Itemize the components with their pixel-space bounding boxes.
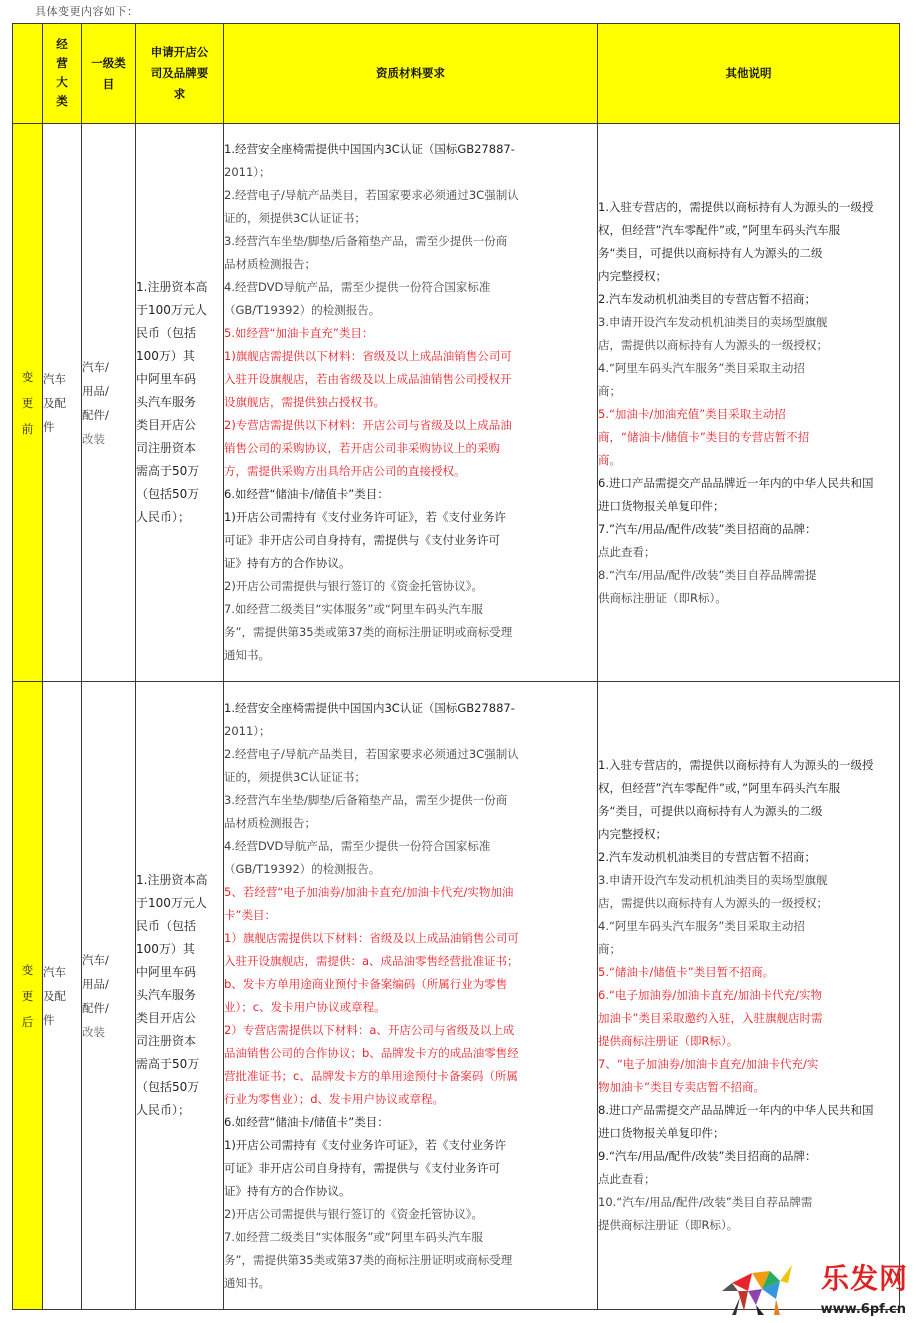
shop-requirements-cell	[136, 124, 224, 682]
text-line: 5.“储油卡/储值卡”类目暂不招商。	[598, 965, 775, 979]
text-line: 7.如经营二级类目“实体服务”或“阿里车码头汽车服	[224, 602, 483, 616]
text-line: 商，“储油卡/储值卡”类目的专营店暂不招	[598, 429, 810, 444]
text-line: 品材质检测报告；	[224, 815, 316, 830]
text-line: b、发卡方单用途商业预付卡备案编码（所属行业为零售	[224, 976, 508, 991]
text-line: 中阿里车码	[136, 965, 197, 979]
text-line: 经	[56, 37, 68, 51]
text-line: 可证》非开店公司自身持有，需提供与《支付业务许可	[224, 533, 500, 547]
text-line: 店，需提供以商标持有人为源头的一级授权；	[598, 896, 828, 910]
text-line: 证的，须提供3C认证证书；	[224, 211, 366, 225]
text-line: 变	[21, 369, 34, 384]
text-line: 方，需提供采购方出具给开店公司的直接授权。	[224, 464, 466, 478]
text-line: 提供商标注册证（即R标）。	[598, 1218, 739, 1232]
text-line: 100万）其	[136, 942, 195, 956]
text-line: 入驻开设旗舰店，需提供：a、成品油零售经营批准证书；	[224, 953, 519, 968]
text-line: 点此查看；	[598, 1172, 656, 1186]
text-line: 提供商标注册证（即R标）。	[598, 1034, 739, 1048]
text-line: 卡”类目：	[224, 907, 276, 922]
header-qualification: 资质材料要求	[224, 24, 598, 124]
text-line: 入驻开设旗舰店，若由省级及以上成品油销售公司授权开	[224, 372, 512, 386]
text-line: 改装	[82, 1024, 105, 1039]
text-line: 2）专营店需提供以下材料：a、开店公司与省级及以上成	[224, 1022, 515, 1037]
text-line: 证》持有方的合作协议。	[224, 1183, 351, 1198]
text-line: 及配	[43, 395, 66, 410]
text-line: 权，但经营”汽车零配件”或，”阿里车码头汽车服	[598, 222, 841, 237]
text-line: 汽车	[43, 371, 66, 386]
watermark-url: www.6pf.cn	[820, 1302, 906, 1317]
text-line: 需高于50万	[136, 1057, 200, 1071]
text-line: 10.“汽车/用品/配件/改装”类目自荐品牌需	[598, 1195, 813, 1209]
text-line: 4.“阿里车码头汽车服务”类目采取主动招	[598, 360, 805, 375]
text-line: 汽车/	[82, 359, 109, 374]
text-line: （GB/T19392）的检测报告。	[224, 303, 381, 317]
intro-text: 具体变更内容如下：	[35, 5, 139, 18]
text-line: 3.经营汽车坐垫/脚垫/后备箱垫产品，需至少提供一份商	[224, 234, 508, 248]
text-line: 5.如经营“加油卡直充”类目：	[224, 326, 374, 340]
text-line: 营	[56, 56, 68, 70]
text-line: 5.“加油卡/加油充值”类目采取主动招	[598, 406, 786, 421]
text-line: 内完整授权；	[598, 827, 667, 841]
text-line: 6.“电子加油券/加油卡直充/加油卡代充/实物	[598, 988, 823, 1002]
text-line: 4.经营DVD导航产品，需至少提供一份符合国家标准	[224, 280, 491, 294]
text-line: 进口货物报关单复印件；	[598, 1126, 725, 1140]
text-line: 司及品牌要	[150, 66, 209, 80]
qualification-cell	[224, 682, 598, 1310]
text-line: 品油销售公司的合作协议；b、品牌发卡方的成品油零售经	[224, 1045, 519, 1060]
text-line: 后	[21, 1014, 34, 1029]
text-line: 民币（包括	[136, 326, 197, 340]
text-line: 配件/	[82, 407, 109, 422]
major-category-cell	[43, 124, 82, 682]
text-line: 1.经营安全座椅需提供中国国内3C认证（国标GB27887-	[224, 142, 515, 156]
qualification-cell	[224, 124, 598, 682]
text-line: 汽车	[43, 964, 66, 979]
text-line: 配件/	[82, 1000, 109, 1015]
text-line: 营批准证书；c、品牌发卡方的单用途预付卡备案码（所属	[224, 1068, 518, 1083]
text-line: 5、若经营“电子加油券/加油卡直充/加油卡代充/实物加油	[224, 884, 514, 899]
text-line: 民币（包括	[136, 919, 197, 933]
text-line: 商；	[598, 942, 621, 956]
site-watermark	[718, 1257, 908, 1319]
first-category-cell	[82, 682, 136, 1310]
bull-logo-icon	[718, 1261, 798, 1317]
text-line: 供商标注册证（即R标）。	[598, 590, 727, 605]
first-category-cell	[82, 124, 136, 682]
text-line: 通知书。	[224, 648, 270, 662]
text-line: 加油卡”类目采取邀约入驻，入驻旗舰店时需	[598, 1011, 823, 1025]
text-line: 物加油卡”类目专卖店暂不招商。	[598, 1080, 765, 1094]
stage-label-before	[13, 124, 43, 682]
header-row	[13, 24, 900, 124]
text-line: 进口货物报关单复印件；	[598, 498, 725, 513]
text-line: 业）；c、发卡用户协议或章程。	[224, 999, 386, 1014]
text-line: 1.入驻专营店的，需提供以商标持有人为源头的一级授	[598, 758, 874, 772]
text-line: 1.经营安全座椅需提供中国国内3C认证（国标GB27887-	[224, 700, 515, 715]
table-row-after-change	[13, 682, 900, 1310]
text-line: 件	[43, 419, 55, 434]
text-line: 类目开店公	[136, 418, 197, 432]
text-line: 3.经营汽车坐垫/脚垫/后备箱垫产品，需至少提供一份商	[224, 792, 508, 807]
major-category-cell	[43, 682, 82, 1310]
text-line: 1.入驻专营店的，需提供以商标持有人为源头的一级授	[598, 199, 874, 214]
text-line: 2.经营电子/导航产品类目，若国家要求必须通过3C强制认	[224, 746, 519, 761]
text-line: 司注册资本	[136, 441, 197, 455]
text-line: 点此查看；	[598, 544, 656, 559]
text-line: 证》持有方的合作协议。	[224, 556, 351, 570]
other-notes-cell	[598, 124, 900, 682]
text-line: 证的，须提供3C认证证书；	[224, 769, 366, 784]
text-line: 6.如经营“储油卡/储值卡”类目：	[224, 487, 389, 501]
text-line: 用品/	[82, 976, 109, 991]
text-line: 汽车/	[82, 952, 109, 967]
table-row-before-change	[13, 124, 900, 682]
text-line: 1)开店公司需持有《支付业务许可证》，若《支付业务许	[224, 510, 507, 524]
text-line: 3.申请开设汽车发动机机油类目的卖场型旗舰	[598, 873, 828, 887]
text-line: 销售公司的采购协议，若开店公司非采购协议上的采购	[224, 441, 500, 455]
text-line: 1)开店公司需持有《支付业务许可证》，若《支付业务许	[224, 1137, 507, 1152]
text-line: 100万）其	[136, 349, 195, 363]
text-line: 用品/	[82, 383, 109, 398]
text-line: 变	[21, 962, 34, 977]
text-line: 3.申请开设汽车发动机机油类目的卖场型旗舰	[598, 314, 828, 329]
text-line: 前	[21, 421, 34, 436]
text-line: 内完整授权；	[598, 268, 667, 283]
text-line: 务”，需提供第35类或第37类的商标注册证明或商标受理	[224, 625, 513, 639]
text-line: 类目开店公	[136, 1011, 197, 1025]
text-line: 于100万元人	[136, 303, 207, 317]
text-line: 需高于50万	[136, 464, 200, 478]
other-notes-cell	[598, 682, 900, 1310]
text-line: 6.如经营“储油卡/储值卡”类目：	[224, 1114, 389, 1129]
text-line: 中阿里车码	[136, 372, 197, 386]
text-line: 更	[21, 395, 34, 410]
header-major-category	[43, 24, 82, 124]
text-line: 于100万元人	[136, 896, 207, 910]
text-line: 1.注册资本高	[136, 280, 208, 294]
text-line: 更	[21, 988, 34, 1003]
text-line: 头汽车服务	[136, 395, 197, 409]
text-line: 可证》非开店公司自身持有，需提供与《支付业务许可	[224, 1160, 500, 1175]
text-line: 设旗舰店，需提供独占授权书。	[224, 395, 385, 409]
text-line: 2.汽车发动机机油类目的专营店暂不招商；	[598, 850, 816, 864]
text-line: 改装	[82, 431, 105, 446]
text-line: 1）旗舰店需提供以下材料：省级及以上成品油销售公司可	[224, 930, 519, 945]
text-line: 件	[43, 1012, 55, 1027]
text-line: 2)开店公司需提供与银行签订的《资金托管协议》。	[224, 1206, 484, 1221]
text-line: 2)开店公司需提供与银行签订的《资金托管协议》。	[224, 579, 484, 593]
text-line: 类	[56, 94, 68, 108]
text-line: 4.“阿里车码头汽车服务”类目采取主动招	[598, 919, 805, 933]
text-line: 求	[173, 87, 186, 101]
text-line: 2011）；	[224, 723, 271, 738]
category-change-table	[12, 23, 900, 1310]
text-line: 商；	[598, 383, 621, 398]
text-line: 7、“电子加油券/加油卡直充/加油卡代充/实	[598, 1057, 819, 1071]
text-line: 2)专营店需提供以下材料：开店公司与省级及以上成品油	[224, 418, 512, 432]
text-line: 2.汽车发动机机油类目的专营店暂不招商；	[598, 291, 816, 306]
watermark-brand: 乐发网	[820, 1262, 908, 1295]
stage-label-after	[13, 682, 43, 1310]
text-line: 通知书。	[224, 1275, 270, 1290]
text-line: 商。	[598, 452, 621, 467]
text-line: 人民币）；	[136, 510, 191, 524]
shop-requirements-cell	[136, 682, 224, 1310]
text-line: 8.“汽车/用品/配件/改装”类目自荐品牌需提	[598, 567, 817, 582]
header-shop-requirements	[136, 24, 224, 124]
text-line: 务”，需提供第35类或第37类的商标注册证明或商标受理	[224, 1252, 513, 1267]
text-line: （包括50万	[136, 1080, 200, 1094]
text-line: 目	[102, 76, 115, 91]
text-line: 2.经营电子/导航产品类目，若国家要求必须通过3C强制认	[224, 188, 519, 202]
text-line: 9.“汽车/用品/配件/改装”类目招商的品牌：	[598, 1149, 817, 1163]
text-line: 1.注册资本高	[136, 873, 208, 887]
text-line: （包括50万	[136, 487, 200, 501]
text-line: 1)旗舰店需提供以下材料：省级及以上成品油销售公司可	[224, 349, 512, 363]
text-line: 头汽车服务	[136, 988, 197, 1002]
text-line: 7.如经营二级类目“实体服务”或“阿里车码头汽车服	[224, 1229, 483, 1244]
text-line: 人民币）；	[136, 1103, 191, 1117]
text-line: 一级类	[91, 55, 126, 70]
text-line: 务“类目，可提供以商标持有人为源头的二级	[598, 245, 823, 260]
text-line: 申请开店公	[150, 45, 209, 59]
text-line: 品材质检测报告；	[224, 257, 316, 271]
text-line: 店，需提供以商标持有人为源头的一级授权；	[598, 337, 828, 352]
text-line: （GB/T19392）的检测报告。	[224, 861, 381, 876]
header-other-notes: 其他说明	[598, 24, 900, 124]
text-line: 2011）；	[224, 165, 271, 179]
text-line: 大	[56, 75, 68, 89]
text-line: 7.”汽车/用品/配件/改装”类目招商的品牌：	[598, 521, 817, 536]
text-line: 行业为零售业）；d、发卡用户协议或章程。	[224, 1091, 445, 1106]
text-line: 4.经营DVD导航产品，需至少提供一份符合国家标准	[224, 838, 491, 853]
header-first-category	[82, 24, 136, 124]
text-line: 6.进口产品需提交产品品牌近一年内的中华人民共和国	[598, 475, 874, 490]
text-line: 8.进口产品需提交产品品牌近一年内的中华人民共和国	[598, 1103, 874, 1117]
text-line: 及配	[43, 988, 66, 1003]
text-line: 务“类目，可提供以商标持有人为源头的二级	[598, 804, 823, 818]
text-line: 权，但经营”汽车零配件”或，”阿里车码头汽车服	[598, 781, 841, 795]
header-stage	[13, 24, 43, 124]
text-line: 司注册资本	[136, 1034, 197, 1048]
